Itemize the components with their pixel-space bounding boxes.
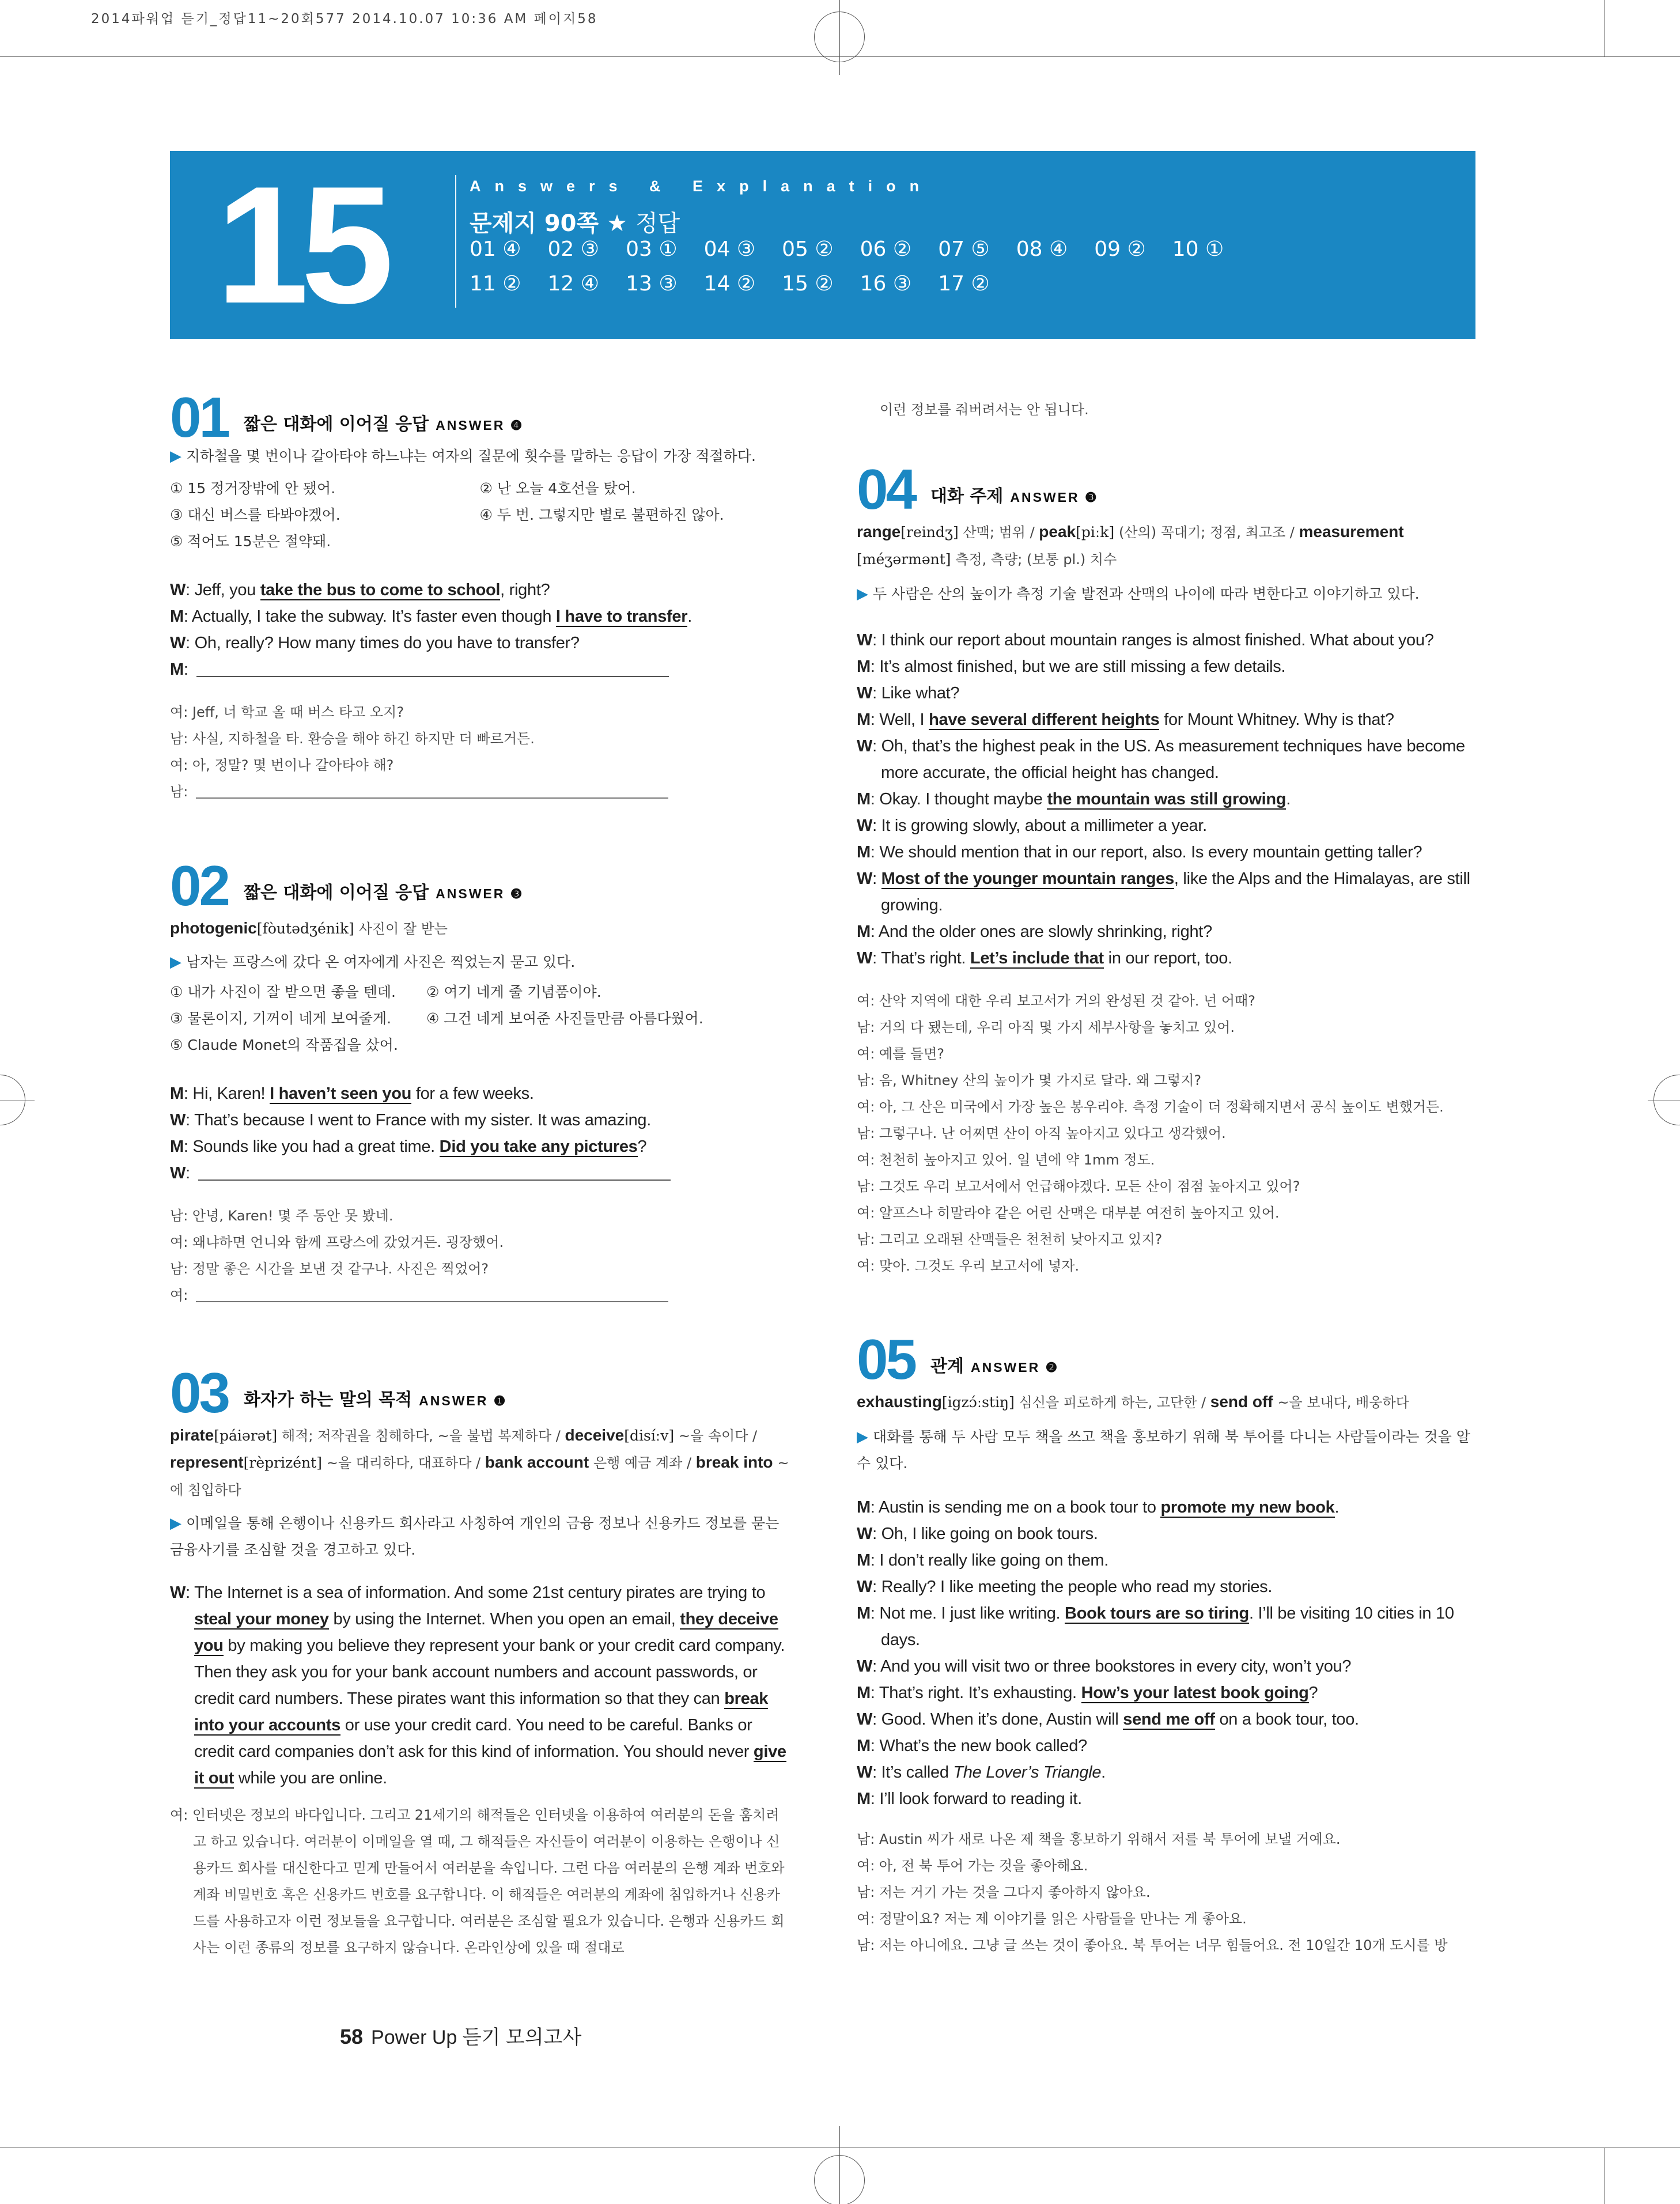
triangle-bullet-icon: ▶ xyxy=(170,1515,181,1532)
book-title: Power Up 듣기 모의고사 xyxy=(371,2027,582,2048)
answer-key: 07 ⑤ xyxy=(938,237,990,261)
triangle-bullet-icon: ▶ xyxy=(857,585,868,603)
dialogue xyxy=(170,1080,789,1186)
answer-key: 08 ④ xyxy=(1016,237,1068,261)
question-header xyxy=(170,854,789,917)
translation-line: 남: 사실, 지하철을 타. 환승을 해야 하긴 하지만 더 빠르거든. xyxy=(170,731,535,747)
translation xyxy=(170,1802,789,1961)
translation-line: 남: 음, Whitney 산의 높이가 몇 가지로 달라. 왜 그렇지? xyxy=(857,1072,1202,1088)
translation-line: 남: 그렇구나. 난 어쩌면 산이 아직 높아지고 있다고 생각했어. xyxy=(857,1125,1226,1141)
translation-line: 남: 안녕, Karen! 몇 주 동안 못 봤네. xyxy=(170,1208,393,1224)
dialogue-line: M: I’ll look forward to reading it. xyxy=(857,1790,1082,1808)
question-number: 03 xyxy=(170,1361,229,1424)
translation-line: 여: 천천히 높아지고 있어. 일 년에 약 1mm 정도. xyxy=(857,1152,1155,1168)
dialogue xyxy=(857,1494,1476,1812)
answer-key: 04 ③ xyxy=(703,237,756,261)
dialogue-line: W: Good. When it’s done, Austin will send me off on a book tour, too. xyxy=(857,1710,1359,1729)
explanation-text: 이메일을 통해 은행이나 신용카드 회사라고 사칭하여 개인의 금융 정보나 신용카드 정보를 묻는 금융사기를 조심할 것을 경고하고 있다. xyxy=(170,1515,780,1558)
question-header xyxy=(170,385,789,449)
dialogue-line: M: Well, I have several different heights for Mount Whitney. Why is that? xyxy=(857,710,1394,729)
question-title-text: 짧은 대화에 이어질 응답 xyxy=(244,414,429,434)
header-banner xyxy=(170,151,1475,339)
dialogue-line: W: Jeff, you take the bus to come to school, right? xyxy=(170,581,550,599)
registration-mark xyxy=(1653,1075,1680,1125)
question-number: 01 xyxy=(170,385,229,449)
question-title-text: 대화 주제 xyxy=(930,486,1004,506)
translation-line: 남: Austin 씨가 새로 나온 제 책을 홍보하기 위해서 저를 북 투어에 보낼 거예요. xyxy=(857,1831,1341,1847)
answer-blank xyxy=(196,660,669,677)
answer-key: 02 ③ xyxy=(547,237,600,261)
dialogue-line: M: And the older ones are slowly shrinking, right? xyxy=(857,923,1212,941)
choice: ② 여기 네게 줄 기념품이야. xyxy=(426,984,601,1000)
answer-key: 17 ② xyxy=(938,272,990,296)
answer-blank xyxy=(196,1286,668,1302)
registration-mark xyxy=(0,1075,25,1125)
banner-title-suffix: 정답 xyxy=(635,210,680,237)
translation-line: 남: 그리고 오래된 산맥들은 천천히 낮아지고 있지? xyxy=(857,1231,1163,1247)
translation-line: 여: 아, 전 북 투어 가는 것을 좋아해요. xyxy=(857,1858,1088,1874)
choice: ⑤ 적어도 15분은 절약돼. xyxy=(170,533,331,550)
translation-line: 여: 왜냐하면 언니와 함께 프랑스에 갔었거든. 굉장했어. xyxy=(170,1234,504,1250)
choice: ④ 그건 네게 보여준 사진들만큼 아름다웠어. xyxy=(426,1010,703,1027)
explanation-text: 남자는 프랑스에 갔다 온 여자에게 사진은 찍었는지 묻고 있다. xyxy=(186,954,576,970)
explanation xyxy=(857,1424,1476,1477)
dialogue-line: M: xyxy=(170,656,789,683)
choice: ⑤ Claude Monet의 작품집을 샀어. xyxy=(170,1037,398,1053)
dialogue-line: M: We should mention that in our report, also. Is every mountain getting taller? xyxy=(857,843,1422,861)
dialogue-line: W: I think our report about mountain ranges is almost finished. What about you? xyxy=(857,631,1434,649)
answer-key: 15 ② xyxy=(782,272,834,296)
dialogue-line: M: Sounds like you had a great time. Did you take any pictures? xyxy=(170,1137,647,1156)
choice: ① 15 정거장밖에 안 됐어. xyxy=(170,480,336,497)
dialogue-line: W: Really? I like meeting the people who read my stories. xyxy=(857,1578,1273,1596)
question-title xyxy=(244,878,524,903)
dialogue xyxy=(170,577,789,683)
explanation xyxy=(857,581,1476,607)
test-number: 15 xyxy=(216,152,386,338)
translation-line: 남: 그것도 우리 보고서에서 언급해야겠다. 모든 산이 점점 높아지고 있어? xyxy=(857,1178,1300,1194)
banner-title xyxy=(470,205,680,238)
translation-line: 여: Jeff, 너 학교 올 때 버스 타고 오지? xyxy=(170,704,404,720)
monologue xyxy=(170,1579,789,1791)
answer-key: 06 ② xyxy=(860,237,912,261)
question-03-continued xyxy=(857,396,1476,423)
vocabulary: exhausting[igzɔ́ːstiŋ] 심신을 피로하게 하는, 고단한 / send off ~을 보내다, 배웅하다 xyxy=(857,1393,1409,1411)
translation-line: 여: 알프스나 히말라야 같은 어린 산맥은 대부분 여전히 높아지고 있어. xyxy=(857,1205,1280,1221)
question-number: 05 xyxy=(857,1328,915,1391)
dialogue-line: M: I don’t really like going on them. xyxy=(857,1551,1109,1570)
answer-label: ANSWER ❸ xyxy=(1010,490,1099,505)
dialogue-line: W: It is growing slowly, about a millimeter a year. xyxy=(857,816,1207,835)
dialogue-line: M: Austin is sending me on a book tour to promote my new book. xyxy=(857,1498,1340,1517)
explanation-text: 대화를 통해 두 사람 모두 책을 쓰고 책을 홍보하기 위해 북 투어를 다니는 사람들이라는 것을 알 수 있다. xyxy=(857,1428,1470,1472)
answer-key: 16 ③ xyxy=(860,272,912,296)
page-footer xyxy=(340,2021,581,2050)
question-title-text: 짧은 대화에 이어질 응답 xyxy=(244,883,429,903)
translation-line: 여: 정말이요? 저는 제 이야기를 읽은 사람들을 만나는 게 좋아요. xyxy=(857,1911,1247,1927)
question-title xyxy=(930,1352,1059,1377)
answer-key: 05 ② xyxy=(782,237,834,261)
dialogue-line: W: That’s right. Let’s include that in our report, too. xyxy=(857,949,1232,967)
speaker: W xyxy=(170,634,186,652)
triangle-bullet-icon: ▶ xyxy=(170,954,181,971)
translation xyxy=(857,988,1476,1279)
dialogue-line: W: Oh, I like going on book tours. xyxy=(857,1525,1098,1543)
answer-label: ANSWER ❹ xyxy=(436,418,524,433)
dialogue-line: M: Okay. I thought maybe the mountain was still growing. xyxy=(857,790,1291,808)
answer-key: 12 ④ xyxy=(547,272,600,296)
banner-title-text: 문제지 90쪽 xyxy=(470,210,599,237)
choice-list xyxy=(170,979,789,1058)
vocabulary: photogenic[fòutədʒénik] 사진이 잘 받는 xyxy=(170,919,448,937)
translation-line: 남: 저는 아니에요. 그냥 글 쓰는 것이 좋아요. 북 투어는 너무 힘들어요. 전 10일간 10개 도시를 방 xyxy=(857,1937,1448,1953)
question-02 xyxy=(170,854,789,1309)
dialogue-line: M: It’s almost finished, but we are still missing a few details. xyxy=(857,657,1286,676)
question-header xyxy=(170,1361,789,1424)
translation-line: 여: 산악 지역에 대한 우리 보고서가 거의 완성된 것 같아. 넌 어때? xyxy=(857,993,1255,1009)
question-header xyxy=(857,1328,1476,1391)
speaker: M xyxy=(170,660,184,679)
translation-line: 남: 정말 좋은 시간을 보낸 것 같구나. 사진은 찍었어? xyxy=(170,1261,489,1277)
dialogue-line: W: Oh, really? How many times do you have to transfer? xyxy=(170,634,580,652)
vocabulary: range[reindʒ] 산맥; 범위 / peak[piːk] (산의) 꼭대기; 정점, 최고조 / measurement [méʒərmənt] 측정, 측량; (보통 pl.) 치수 xyxy=(857,523,1404,568)
question-number: 02 xyxy=(170,854,229,917)
vocabulary: pirate[páiərət] 해적; 저작권을 침해하다, ~을 불법 복제하다 / deceive[disíːv] ~을 속이다 / represent[rèprizént] ~을 대리하다, 대표하다 / bank account 은행 예금 계좌 / break into ~에 침입하다 xyxy=(170,1426,789,1498)
explanation xyxy=(170,443,789,470)
print-slug: 2014파워업 듣기_정답11~20회577 2014.10.07 10:36 AM 페이지58 xyxy=(91,12,598,27)
dialogue xyxy=(857,627,1476,971)
triangle-bullet-icon: ▶ xyxy=(857,1428,868,1446)
question-03 xyxy=(170,1361,789,1961)
dialogue-line: W: And you will visit two or three bookstores in every city, won’t you? xyxy=(857,1657,1352,1676)
answer-key: 01 ④ xyxy=(470,237,521,261)
explanation-text: 두 사람은 산의 높이가 측정 기술 발전과 산맥의 나이에 따라 변한다고 이야기하고 있다. xyxy=(873,585,1420,602)
dialogue-line: W: Most of the younger mountain ranges, like the Alps and the Himalayas, are still growing. xyxy=(857,869,1470,914)
translation-line: 여: 아, 정말? 몇 번이나 갈아타야 해? xyxy=(170,757,394,773)
registration-mark xyxy=(814,2155,865,2204)
question-title-text: 관계 xyxy=(930,1356,964,1377)
choice: ③ 대신 버스를 타봐야겠어. xyxy=(170,506,340,523)
answer-label: ANSWER ❸ xyxy=(436,886,524,901)
question-title xyxy=(244,410,524,435)
answer-key: 10 ① xyxy=(1172,237,1224,261)
answer-key: 14 ② xyxy=(703,272,756,296)
question-05 xyxy=(857,1328,1476,1959)
question-title-text: 화자가 하는 말의 목적 xyxy=(244,1390,413,1410)
registration-mark xyxy=(814,12,865,62)
answer-blank xyxy=(196,782,668,799)
dialogue-line: M: What’s the new book called? xyxy=(857,1737,1087,1755)
dialogue-line: W: Like what? xyxy=(857,684,960,702)
choice: ② 난 오늘 4호선을 탔어. xyxy=(479,480,636,497)
question-title xyxy=(244,1385,507,1411)
banner-divider xyxy=(455,175,456,308)
dialogue-line: M: Not me. I just like writing. Book tours are so tiring. I’ll be visiting 10 cities in 10 days. xyxy=(857,1604,1454,1649)
answer-key: 03 ① xyxy=(626,237,678,261)
translation-line: 남: xyxy=(170,778,789,805)
triangle-bullet-icon: ▶ xyxy=(170,448,181,465)
translation xyxy=(857,1826,1476,1959)
page-number: 58 xyxy=(340,2025,364,2048)
translation-line: 남: 저는 거기 가는 것을 그다지 좋아하지 않아요. xyxy=(857,1884,1151,1900)
translation-line: 남: 거의 다 됐는데, 우리 아직 몇 가지 세부사항을 놓치고 있어. xyxy=(857,1019,1235,1035)
explanation xyxy=(170,949,789,976)
choice: ① 내가 사진이 잘 받으면 좋을 텐데. xyxy=(170,984,396,1000)
answer-label: ANSWER ❶ xyxy=(419,1393,508,1408)
explanation-text: 지하철을 몇 번이나 갈아타야 하느냐는 여자의 질문에 횟수를 말하는 응답이 가장 적절하다. xyxy=(186,448,756,464)
translation xyxy=(170,1203,789,1309)
choice: ③ 물론이지, 기꺼이 네게 보여줄게. xyxy=(170,1010,392,1027)
question-number: 04 xyxy=(857,458,915,521)
answer-key: 11 ② xyxy=(470,272,521,296)
question-04 xyxy=(857,458,1476,1279)
question-01 xyxy=(170,385,789,805)
answer-key: 09 ② xyxy=(1094,237,1146,261)
question-title xyxy=(930,482,1099,507)
star-icon: ★ xyxy=(607,210,627,237)
translation xyxy=(170,699,789,805)
monologue-text: W: The Internet is a sea of information. And some 21st century pirates are trying to steal your money by using the Internet. When you open an email, they deceive you by making you believe they represent your bank or your credit card company. Then they ask you for your bank account numbers and account passwords, or credit card numbers. These pirates want this information so that they can break into your accounts or use your credit card. You need to be careful. Banks or credit card companies don’t ask for this kind of information. You should never give it out while you are online. xyxy=(170,1583,786,1787)
translation-continued: 이런 정보를 줘버려서는 안 됩니다. xyxy=(880,402,1089,418)
banner-subtitle: Answers & Explanation xyxy=(470,177,933,195)
dialogue-line: W: That’s because I went to France with my sister. It was amazing. xyxy=(170,1111,651,1129)
translation-line: 여: xyxy=(170,1282,789,1309)
question-header xyxy=(857,458,1476,521)
answer-label: ANSWER ❷ xyxy=(970,1360,1060,1375)
answer-key-row-1 xyxy=(470,237,1250,261)
choice: ④ 두 번. 그렇지만 별로 불편하진 않아. xyxy=(479,506,724,523)
translation-line: 여: 예를 들면? xyxy=(857,1046,945,1062)
dialogue-line: M: Actually, I take the subway. It’s faster even though I have to transfer. xyxy=(170,607,692,626)
answer-key-row-2 xyxy=(470,272,1016,296)
explanation xyxy=(170,1510,789,1563)
dialogue-line: W: Oh, that’s the highest peak in the US. As measurement techniques have become more accurate, the official height has changed. xyxy=(857,737,1465,782)
translation-line: 여: 아, 그 산은 미국에서 가장 높은 봉우리야. 측정 기술이 더 정확해지면서 공식 높이도 변했거든. xyxy=(857,1099,1444,1115)
dialogue-line: W: xyxy=(170,1160,789,1186)
translation-line: 여: 맞아. 그것도 우리 보고서에 넣자. xyxy=(857,1258,1080,1274)
choice-list xyxy=(170,475,789,555)
speaker: W xyxy=(170,581,186,599)
answer-blank xyxy=(198,1163,671,1181)
translation-line: 여: 인터넷은 정보의 바다입니다. 그리고 21세기의 해적들은 인터넷을 이용하여 여러분의 돈을 훔치려고 하고 있습니다. 여러분이 이메일을 열 때, 그 해적들은 자신들이 여러분이 이용하는 은행이나 신용카드 회사를 대신한다고 믿게 만들어서 여러분을 속입니다. 그런 다음 여러분의 은행 계좌 번호와 계좌 비밀번호 혹은 신용카드 번호를 요구합니다. 이 해적들은 여러분의 계좌에 침입하거나 신용카드를 사용하고자 이런 정보들을 요구합니다. 여러분은 조심할 필요가 있습니다. 은행과 신용카드 회사는 이런 종류의 정보를 요구하지 않습니다. 온라인상에 있을 때 절대로 xyxy=(170,1807,785,1956)
dialogue-line: M: That’s right. It’s exhausting. How’s your latest book going? xyxy=(857,1684,1318,1702)
dialogue-line: M: Hi, Karen! I haven’t seen you for a few weeks. xyxy=(170,1084,534,1103)
dialogue-line: W: It’s called The Lover’s Triangle. xyxy=(857,1763,1106,1782)
speaker: M xyxy=(170,607,184,626)
answer-key: 13 ③ xyxy=(626,272,678,296)
